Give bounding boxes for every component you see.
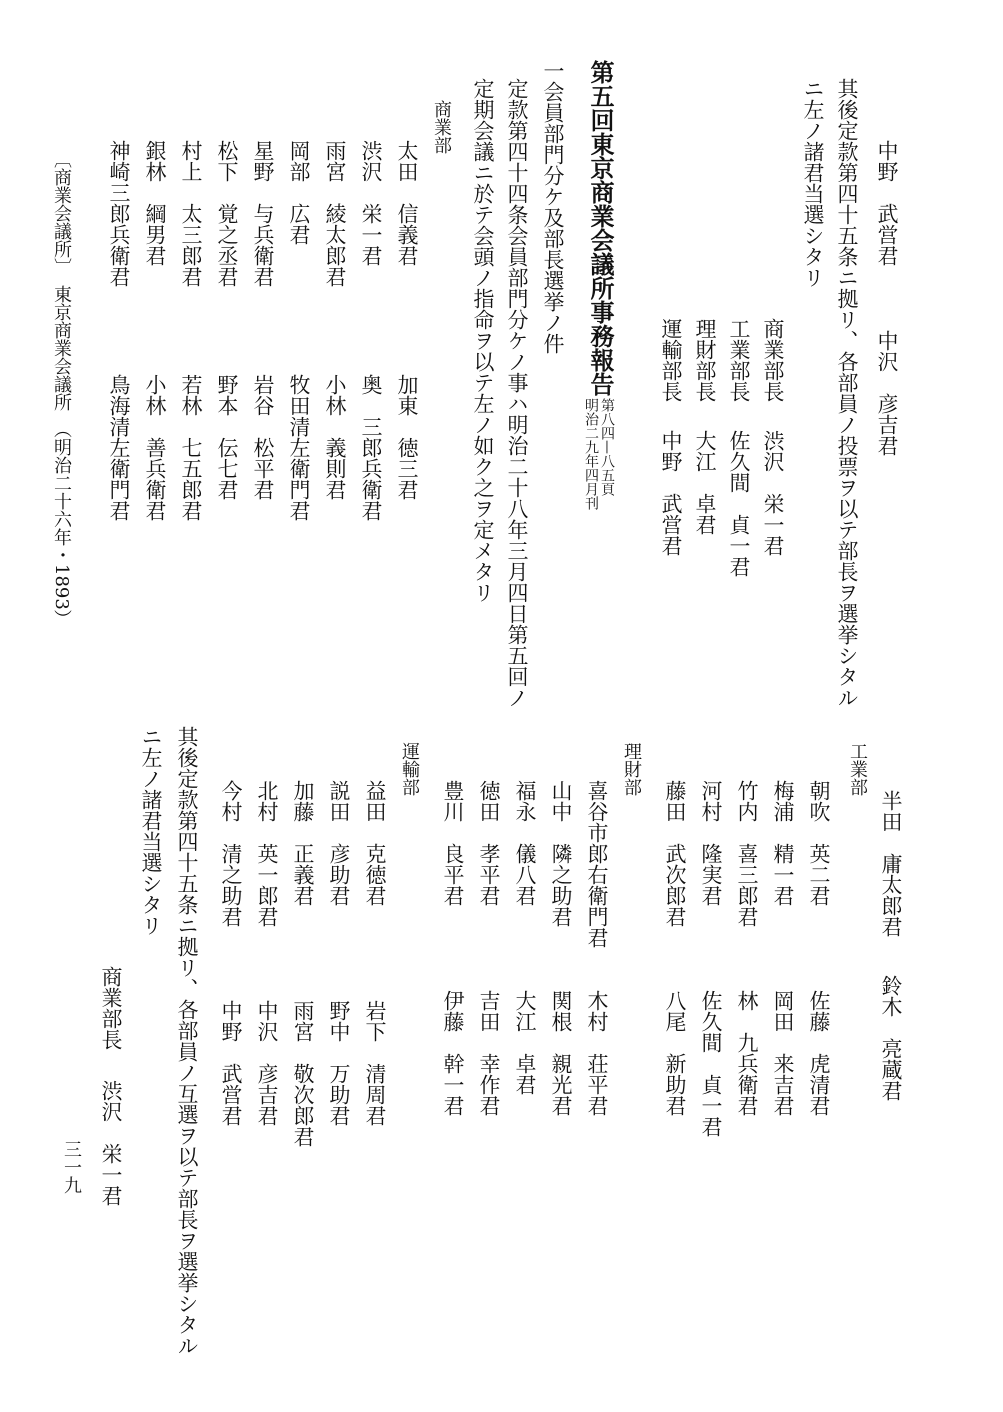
finance-member: 吉田 幸作君	[477, 990, 501, 1116]
bottom-name-suzuki: 鈴木 亮蔵君	[879, 975, 903, 1101]
commerce-member: 雨宮 綾太郎君	[323, 140, 347, 287]
chief-commerce-name: 渋沢 栄一君	[761, 430, 785, 556]
commerce-member: 鳥海清左衛門君	[107, 374, 131, 521]
finance-member: 大江 卓君	[513, 990, 537, 1095]
commerce-member: 加東 徳三君	[395, 374, 419, 500]
chief-commerce-role: 商業部長	[761, 318, 785, 402]
finance-member: 山中 隣之助君	[549, 780, 573, 927]
top-elect-note-line2: ニ左ノ諸君当選シタリ	[801, 78, 825, 288]
item-text-line2: 定期会議ニ於テ会頭ノ指命ヲ以テ左ノ如ク之ヲ定メタリ	[471, 78, 495, 603]
commerce-member: 岩谷 松平君	[251, 374, 275, 500]
commerce-member: 岡部 広君	[287, 140, 311, 245]
chief-finance-role: 理財部長	[693, 318, 717, 402]
transport-member: 今村 清之助君	[219, 780, 243, 927]
finance-member: 福永 儀八君	[513, 780, 537, 906]
commerce-member: 野本 伝七君	[215, 374, 239, 500]
bottom-chief-role: 商業部長	[99, 966, 123, 1050]
commerce-member: 渋沢 栄一君	[359, 140, 383, 266]
top-name-nakazawa: 中沢 彦吉君	[875, 330, 899, 456]
transport-member: 中野 武営君	[219, 1000, 243, 1126]
bottom-elect-note-line1: 其後定款第四十五条ニ拠リ、各部員ノ互選ヲ以テ部長ヲ選挙シタル	[175, 726, 199, 1356]
finance-member: 喜谷市郎右衛門君	[585, 780, 609, 948]
commerce-member: 太田 信義君	[395, 140, 419, 266]
industry-member: 朝吹 英二君	[807, 780, 831, 906]
finance-member: 豊川 良平君	[441, 780, 465, 906]
industry-member: 藤田 武次郎君	[663, 780, 687, 927]
page-number: 三一九	[61, 1140, 82, 1194]
report-source-pages: 第八四—八五頁	[599, 398, 615, 496]
transport-section-label: 運輸部	[399, 742, 420, 796]
bottom-elect-note-line2: ニ左ノ諸君当選シタリ	[139, 726, 163, 936]
commerce-member: 若林 七五郎君	[179, 374, 203, 521]
transport-member: 益田 克徳君	[363, 780, 387, 906]
top-elect-note-line1: 其後定款第四十五条ニ拠リ、各部員ノ投票ヲ以テ部長ヲ選挙シタル	[835, 78, 859, 708]
top-name-nakano: 中野 武営君	[875, 140, 899, 266]
bottom-name-handa: 半田 庸太郎君	[879, 790, 903, 937]
industry-section-label: 工業部	[847, 742, 868, 796]
finance-member: 関根 親光君	[549, 990, 573, 1116]
finance-member: 徳田 孝平君	[477, 780, 501, 906]
bottom-chief-name: 渋沢 栄一君	[99, 1080, 123, 1206]
commerce-member: 小林 善兵衛君	[143, 374, 167, 521]
item-text-line1: 定款第四十四条会員部門分ケノ事ハ明治二十八年三月四日第五回ノ	[505, 78, 529, 708]
commerce-member: 村上 太三郎君	[179, 140, 203, 287]
transport-member: 岩下 清周君	[363, 1000, 387, 1126]
transport-member: 野中 万助君	[327, 1000, 351, 1126]
chief-transport-name: 中野 武営君	[659, 430, 683, 556]
commerce-member: 松下 覚之丞君	[215, 140, 239, 287]
transport-member: 加藤 正義君	[291, 780, 315, 906]
commerce-section-label: 商業部	[431, 100, 452, 154]
industry-member: 竹内 喜三郎君	[735, 780, 759, 927]
commerce-member: 星野 与兵衛君	[251, 140, 275, 287]
chief-transport-role: 運輸部長	[659, 318, 683, 402]
report-source-date: 明治二九年四月刊	[583, 398, 599, 510]
transport-member: 雨宮 敬次郎君	[291, 1000, 315, 1147]
transport-member: 説田 彦助君	[327, 780, 351, 906]
industry-member: 八尾 新助君	[663, 990, 687, 1116]
page-footer-source: 〔商業会議所〕 東京商業会議所 （明治二十六年・1893）	[51, 150, 72, 628]
finance-section-label: 理財部	[621, 742, 642, 796]
commerce-member: 神崎三郎兵衛君	[107, 140, 131, 287]
chief-industry-role: 工業部長	[727, 318, 751, 402]
finance-member: 木村 荘平君	[585, 990, 609, 1116]
commerce-member: 奥 三郎兵衛君	[359, 374, 383, 521]
industry-member: 岡田 来吉君	[771, 990, 795, 1116]
commerce-member: 牧田清左衛門君	[287, 374, 311, 521]
industry-member: 林 九兵衛君	[735, 990, 759, 1116]
industry-member: 梅浦 精一君	[771, 780, 795, 906]
commerce-member: 小林 義則君	[323, 374, 347, 500]
transport-member: 中沢 彦吉君	[255, 1000, 279, 1126]
commerce-member: 銀林 綱男君	[143, 140, 167, 266]
industry-member: 河村 隆実君	[699, 780, 723, 906]
report-title: 第五回東京商業会議所事務報告	[586, 60, 615, 396]
chief-industry-name: 佐久間 貞一君	[727, 430, 751, 577]
industry-member: 佐久間 貞一君	[699, 990, 723, 1137]
transport-member: 北村 英一郎君	[255, 780, 279, 927]
industry-member: 佐藤 虎清君	[807, 990, 831, 1116]
item-heading: 一会員部門分ケ及部長選挙ノ件	[541, 60, 565, 354]
finance-member: 伊藤 幹一君	[441, 990, 465, 1116]
chief-finance-name: 大江 卓君	[693, 430, 717, 535]
